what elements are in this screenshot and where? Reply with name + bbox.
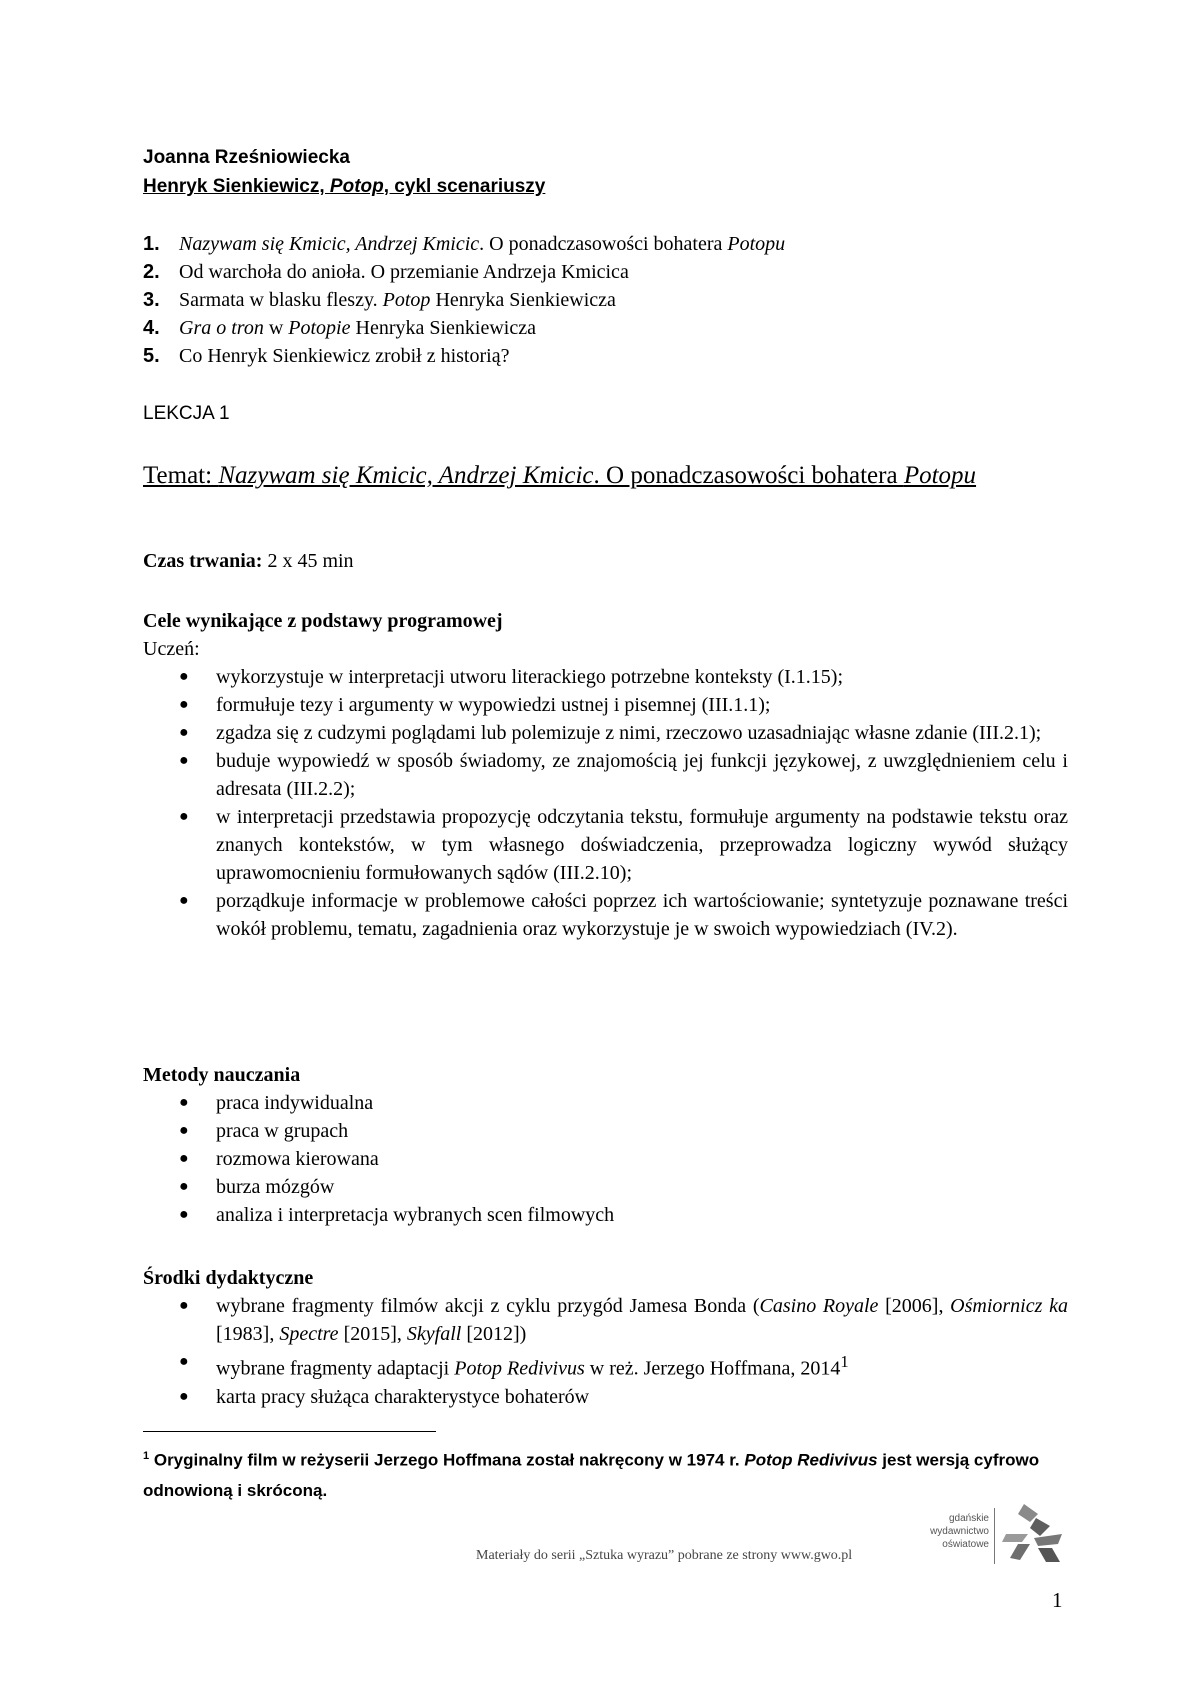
lesson-list-item: 5. Co Henryk Sienkiewicz zrobił z historią? bbox=[143, 345, 510, 367]
bullet-icon: ● bbox=[179, 808, 189, 825]
author-name: Joanna Rześniowiecka bbox=[143, 147, 350, 168]
means-section bbox=[143, 1264, 1068, 1411]
goals-section bbox=[143, 607, 1068, 943]
method-item: ● burza mózgów bbox=[143, 1173, 1068, 1201]
means-item: ● wybrane fragmenty filmów akcji z cyklu przygód Jamesa Bonda (Casino Royale [2006], Ośmiornicz ka [1983], Spectre [2015], Skyfall [2012]) bbox=[143, 1292, 1068, 1348]
goal-item: ● zgadza się z cudzymi poglądami lub polemizuje z nimi, rzeczowo uzasadniając własne zdanie (III.2.1); bbox=[143, 719, 1068, 747]
bullet-icon: ● bbox=[179, 696, 189, 713]
series-title: Henryk Sienkiewicz, Potop, cykl scenariuszy bbox=[143, 176, 546, 197]
bullet-icon: ● bbox=[179, 724, 189, 741]
method-item: ● rozmowa kierowana bbox=[143, 1145, 1068, 1173]
footnote-ref[interactable]: 1 bbox=[840, 1352, 849, 1371]
methods-heading: Metody nauczania bbox=[143, 1064, 301, 1086]
bullet-icon: ● bbox=[179, 668, 189, 685]
goal-item: ● wykorzystuje w interpretacji utworu literackiego potrzebne konteksty (I.1.15); bbox=[143, 663, 1068, 691]
lesson-list-item: 4. Gra o tron w Potopie Henryka Sienkiewicza bbox=[143, 317, 536, 339]
goal-item: ● buduje wypowiedź w sposób świadomy, ze znajomością jej funkcji językowej, z uwzględnieniem celu i adresata (III.2.2); bbox=[143, 747, 1068, 803]
goal-item: ● w interpretacji przedstawia propozycję odczytania tekstu, formułuje argumenty na podstawie tekstu oraz znanych kontekstów, w tym własnego doświadczenia, przeprowadza logiczny wywód służący uprawomocnieniu formułowanych sądów (III.2.10); bbox=[143, 803, 1068, 887]
bullet-icon: ● bbox=[179, 1353, 189, 1370]
lesson-duration: Czas trwania: 2 x 45 min bbox=[143, 550, 354, 572]
bullet-icon: ● bbox=[179, 752, 189, 769]
method-item: ● praca indywidualna bbox=[143, 1089, 1068, 1117]
page-number: 1 bbox=[1052, 1588, 1063, 1612]
method-item: ● analiza i interpretacja wybranych scen filmowych bbox=[143, 1201, 1068, 1229]
means-heading: Środki dydaktyczne bbox=[143, 1267, 314, 1289]
bullet-icon: ● bbox=[179, 1297, 189, 1314]
lesson-list-item: 3. Sarmata w blasku fleszy. Potop Henryka Sienkiewicza bbox=[143, 289, 616, 311]
bullet-icon: ● bbox=[179, 1150, 189, 1167]
footnote: $^1$ Oryginalny film w reżyserii Jerzego Hoffmana został nakręcony w 1974 r. Potop Redivivus jest wersją cyfrowo odnowioną i skróconą. bbox=[143, 1450, 1040, 1500]
means-item: ● wybrane fragmenty adaptacji Potop Redivivus w reż. Jerzego Hoffmana, 2014$^1$ bbox=[143, 1348, 1068, 1383]
methods-section bbox=[143, 1061, 1068, 1229]
goal-item: ● formułuje tezy i argumenty w wypowiedzi ustnej i pisemnej (III.1.1); bbox=[143, 691, 1068, 719]
lesson-topic-title: Temat: Nazywam się Kmicic, Andrzej Kmicic. O ponadczasowości bohatera Potopu bbox=[143, 462, 977, 489]
publisher-divider bbox=[994, 1508, 995, 1564]
lesson-label: LEKCJA 1 bbox=[143, 403, 230, 424]
publisher-name: gdańskie wydawnictwo oświatowe bbox=[930, 1513, 989, 1550]
means-item: ● karta pracy służąca charakterystyce bohaterów bbox=[143, 1383, 1068, 1411]
goals-list bbox=[143, 663, 1068, 943]
method-item: ● praca w grupach bbox=[143, 1117, 1068, 1145]
publisher-logo-icon bbox=[1000, 1500, 1066, 1566]
goals-lead: Uczeń: bbox=[143, 638, 200, 660]
bullet-icon: ● bbox=[179, 1178, 189, 1195]
lesson-list bbox=[143, 230, 1073, 370]
bullet-icon: ● bbox=[179, 1387, 189, 1405]
methods-list bbox=[143, 1089, 1068, 1229]
bullet-icon: ● bbox=[179, 1206, 189, 1223]
lesson-list-item: 2. Od warchoła do anioła. O przemianie Andrzeja Kmicica bbox=[143, 261, 629, 283]
goal-item: ● porządkuje informacje w problemowe całości poprzez ich wartościowanie; syntetyzuje poznawane treści wokół problemu, tematu, zagadnienia oraz wykorzystuje je w swoich wypowiedziach (IV.2). bbox=[143, 887, 1068, 943]
lesson-list-item: 1. Nazywam się Kmicic, Andrzej Kmicic. O ponadczasowości bohatera Potopu bbox=[143, 233, 786, 255]
footnote-divider bbox=[143, 1431, 436, 1432]
bullet-icon: ● bbox=[179, 1094, 189, 1111]
bullet-icon: ● bbox=[179, 892, 189, 909]
means-list bbox=[143, 1292, 1068, 1411]
footer-source-note: Materiały do serii „Sztuka wyrazu” pobrane ze strony www.gwo.pl bbox=[476, 1548, 853, 1563]
bullet-icon: ● bbox=[179, 1122, 189, 1139]
goals-heading: Cele wynikające z podstawy programowej bbox=[143, 610, 503, 632]
